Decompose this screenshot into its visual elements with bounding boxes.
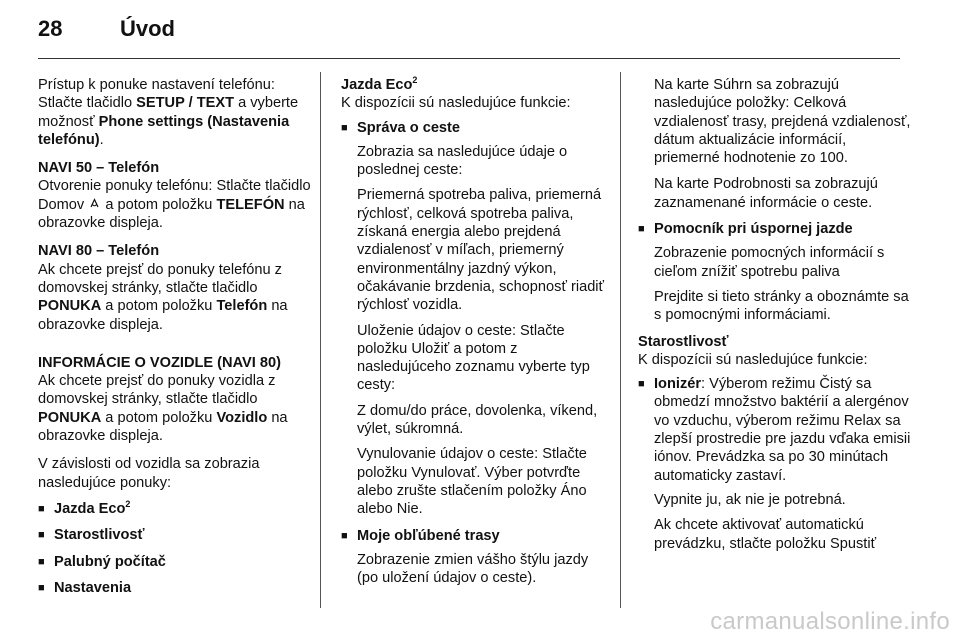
home-icon <box>88 197 101 210</box>
telefon-label: Telefón <box>216 298 268 315</box>
list-item: ■ Nastavenia <box>38 579 314 597</box>
watermark: carmanualsonline.info <box>710 608 950 635</box>
navi80-heading: NAVI 80 – Telefón <box>38 243 160 260</box>
list-item <box>38 500 314 518</box>
trip-report-body <box>357 143 611 519</box>
section-title: Úvod <box>120 16 175 41</box>
eco-assistant-body <box>654 244 913 324</box>
column-3 <box>638 76 913 561</box>
column-2 <box>341 76 611 595</box>
list-item <box>341 527 611 588</box>
text: Ak chcete prejsť do ponuky telefónu z domovskej stránky, stlačte tlačidlo <box>38 261 282 296</box>
care-heading: Starostlivosť <box>638 333 729 350</box>
telefon-label: TELEFÓN <box>216 196 285 213</box>
column-1 <box>38 76 314 605</box>
menu-intro: V závislosti od vozidla sa zobrazia nasledujúce ponuky: <box>38 456 260 491</box>
paragraph: Vypnite ju, ak nie je potrebná. <box>654 491 846 508</box>
paragraph: Vynulovanie údajov o ceste: Stlačte položku Vynulovať. Výber potvrďte alebo zrušte stlačením položky Áno alebo Nie. <box>357 446 587 518</box>
paragraph: Uloženie údajov o ceste: Stlačte položku Uložiť a potom z nasledujúceho zoznamu vyberte typ cesty: <box>357 322 590 394</box>
paragraph: Zobrazia sa nasledujúce údaje o poslednej ceste: <box>357 143 568 179</box>
paragraph: Z domu/do práce, dovolenka, víkend, výlet, súkromná. <box>357 402 598 438</box>
ionizer-description: : Výberom režimu Čistý sa obmedzí množstvo baktérií a alergénov vo vzduchu, výberom režimu Relax sa zlepší prostredie pre jazdu vďaka emisii iónov. Prevádzka sa po 30 minútach automaticky zastaví. <box>654 376 911 484</box>
navi50-heading: NAVI 50 – Telefón <box>38 160 160 177</box>
ionizer-title: Ionizér <box>654 376 702 393</box>
paragraph: Zobrazenie pomocných informácií s cieľom znížiť spotrebu paliva <box>654 245 885 280</box>
footnote-marker: 2 <box>412 75 418 86</box>
text: Prístup k ponuke nastavení telefónu: Stlačte tlačidlo <box>38 77 275 112</box>
phone-settings-label: Phone settings (Nastavenia telefónu) <box>38 113 290 148</box>
functions-intro: K dispozícii sú nasledujúce funkcie: <box>638 351 868 368</box>
text: na obrazovke displeja. <box>38 196 305 232</box>
favourite-routes-continued <box>638 76 913 212</box>
trip-report-title: Správa o ceste <box>357 119 461 136</box>
list-item <box>638 375 913 553</box>
phone-settings-intro <box>38 76 314 149</box>
ionizer-body <box>654 491 913 553</box>
care-functions-list <box>638 375 913 553</box>
paragraph: Na karte Podrobnosti sa zobrazujú zaznamenané informácie o ceste. <box>654 176 878 211</box>
favourite-routes-title: Moje obľúbené trasy <box>357 527 500 544</box>
page-header <box>0 0 960 62</box>
list-item: ■ Starostlivosť <box>38 526 314 544</box>
setup-text-button-label: SETUP / TEXT <box>136 95 235 112</box>
navi80-paragraph <box>38 242 314 333</box>
ponuka-label: PONUKA <box>38 298 102 315</box>
eco-functions-list-cont <box>638 220 913 324</box>
text: a potom položku <box>101 409 217 426</box>
spacer <box>38 344 314 354</box>
eco-driving-section <box>341 76 611 113</box>
ponuka-label: PONUKA <box>38 409 102 426</box>
functions-intro: K dispozícii sú nasledujúce funkcie: <box>341 95 571 112</box>
paragraph: Priemerná spotreba paliva, priemerná rýchlosť, celková spotreba paliva, získaná energia alebo prejdená vzdialenosť v míľach, priemerný environmentálny jazdný výkon, očakávanie brzdenia, schopnosť riadiť rýchlosť vozidla. <box>357 187 605 314</box>
vehicle-menu-list <box>38 500 314 597</box>
column-divider <box>320 72 321 608</box>
text: na obrazovke displeja. <box>38 298 288 333</box>
eco-assistant-title: Pomocník pri úspornej jazde <box>654 221 853 238</box>
paragraph: Ak chcete aktivovať automatickú prevádzku, stlačte položku Spustiť <box>654 517 877 552</box>
vehicle-info-heading: INFORMÁCIE O VOZIDLE (NAVI 80) <box>38 354 281 371</box>
text: Otvorenie ponuky telefónu: Stlačte tlačidlo Domov <box>38 178 311 213</box>
vehicle-info-paragraph <box>38 354 314 445</box>
list-item: ■ Palubný počítač <box>38 553 314 571</box>
column-divider <box>620 72 621 608</box>
text: a potom položku <box>101 298 217 315</box>
list-item-label: Jazda Eco <box>54 500 126 517</box>
page-number: 28 <box>38 16 63 41</box>
favourite-routes-body <box>357 551 611 588</box>
navi50-paragraph <box>38 159 314 232</box>
eco-functions-list <box>341 119 611 588</box>
text: . <box>99 131 104 148</box>
list-item <box>341 119 611 519</box>
paragraph: Na karte Súhrn sa zobrazujú nasledujúce položky: Celková vzdialenosť trasy, prejdená vzdialenosť, dátum aktualizácie informácií, priemerné hodnotenie zo 100. <box>654 77 911 167</box>
vozidlo-label: Vozidlo <box>216 409 268 426</box>
paragraph: Zobrazenie zmien vášho štýlu jazdy (po uložení údajov o ceste). <box>357 551 589 587</box>
eco-driving-heading: Jazda Eco <box>341 77 413 93</box>
text: Ak chcete prejsť do ponuky vozidla z domovskej stránky, stlačte tlačidlo <box>38 373 276 408</box>
text: a vyberte možnosť <box>38 95 299 130</box>
list-item <box>638 220 913 324</box>
header-rule <box>38 58 900 59</box>
text: na obrazovke displeja. <box>38 409 288 445</box>
paragraph: Prejdite si tieto stránky a oboznámte sa s pomocnými informáciami. <box>654 288 909 324</box>
footnote-marker: 2 <box>125 499 131 510</box>
text: a potom položku <box>101 196 217 213</box>
care-section <box>638 333 913 370</box>
